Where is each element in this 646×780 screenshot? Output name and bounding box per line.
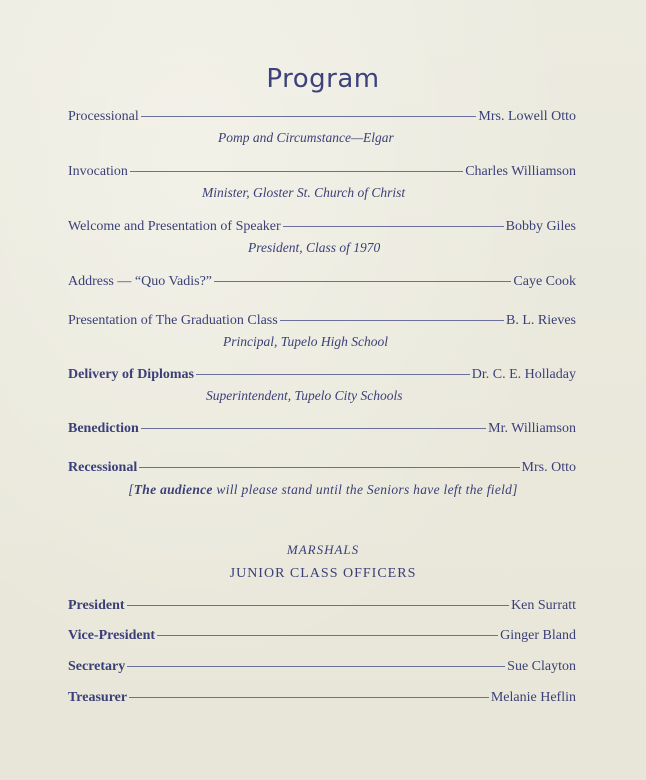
- program-item-subtitle: Superintendent, Tupelo City Schools: [206, 388, 403, 403]
- program-item-label: Address — “Quo Vadis?”: [68, 274, 212, 289]
- officer-name: Ginger Bland: [500, 628, 576, 643]
- program-item-value: Mrs. Lowell Otto: [478, 109, 576, 124]
- program-item-diplomas: [68, 366, 576, 405]
- leader-line: [141, 428, 486, 429]
- program-item-label: Delivery of Diplomas: [68, 367, 194, 382]
- note-text: will please stand until the Seniors have left the field: [212, 482, 513, 497]
- leader-line: [196, 374, 470, 375]
- officer-row-president: [68, 597, 576, 615]
- program-item-value: Mr. Williamson: [488, 421, 576, 436]
- leader-line: [129, 697, 489, 698]
- note-lead: The audience: [133, 482, 213, 497]
- note-close-bracket: ]: [512, 482, 518, 497]
- officer-name: Ken Surratt: [511, 598, 576, 613]
- leader-line: [280, 320, 504, 321]
- program-item-label: Benediction: [68, 421, 139, 436]
- leader-line: [141, 116, 477, 117]
- leader-line: [214, 281, 511, 282]
- officer-label: President: [68, 598, 125, 613]
- marshals-heading: MARSHALS: [286, 542, 360, 557]
- officer-label: Secretary: [68, 659, 126, 674]
- leader-line: [139, 467, 519, 468]
- program-item-value: Charles Williamson: [465, 164, 576, 179]
- page-title: Program: [266, 64, 380, 94]
- officer-row-secretary: [68, 658, 576, 676]
- audience-note: [0, 482, 646, 498]
- note-open-bracket: [: [128, 482, 134, 497]
- program-item-value: B. L. Rieves: [506, 313, 576, 328]
- program-item-subtitle: Pomp and Circumstance—Elgar: [218, 130, 394, 145]
- leader-line: [283, 226, 504, 227]
- program-item-label: Presentation of The Graduation Class: [68, 313, 278, 328]
- officer-row-vice-president: [68, 627, 576, 645]
- officer-name: Melanie Heflin: [490, 690, 576, 705]
- program-item-label: Processional: [68, 109, 139, 124]
- program-item-value: Bobby Giles: [505, 219, 576, 234]
- program-item-label: Invocation: [68, 164, 128, 179]
- program-item-label: Welcome and Presentation of Speaker: [68, 219, 281, 234]
- program-item-welcome: [68, 218, 576, 257]
- program-item-value: Mrs. Otto: [521, 460, 576, 475]
- program-item-processional: [68, 108, 576, 147]
- program-item-invocation: [68, 163, 576, 202]
- leader-line: [127, 666, 505, 667]
- officer-label: Treasurer: [68, 690, 128, 705]
- program-item-recessional: [68, 459, 576, 477]
- officer-label: Vice-President: [68, 628, 156, 643]
- program-item-benediction: [68, 420, 576, 438]
- program-item-subtitle: Principal, Tupelo High School: [223, 334, 388, 349]
- program-item-address: [68, 273, 576, 291]
- program-item-subtitle: Minister, Gloster St. Church of Christ: [202, 185, 406, 200]
- officer-row-treasurer: [68, 689, 576, 707]
- program-item-value: Caye Cook: [513, 274, 576, 289]
- program-item-subtitle: President, Class of 1970: [248, 240, 381, 255]
- program-item-presentation: [68, 312, 576, 351]
- program-item-label: Recessional: [68, 460, 138, 475]
- leader-line: [127, 605, 510, 606]
- officer-name: Sue Clayton: [507, 659, 576, 674]
- leader-line: [130, 171, 463, 172]
- officers-heading: JUNIOR CLASS OFFICERS: [229, 566, 417, 581]
- leader-line: [157, 635, 498, 636]
- program-item-value: Dr. C. E. Holladay: [471, 367, 576, 382]
